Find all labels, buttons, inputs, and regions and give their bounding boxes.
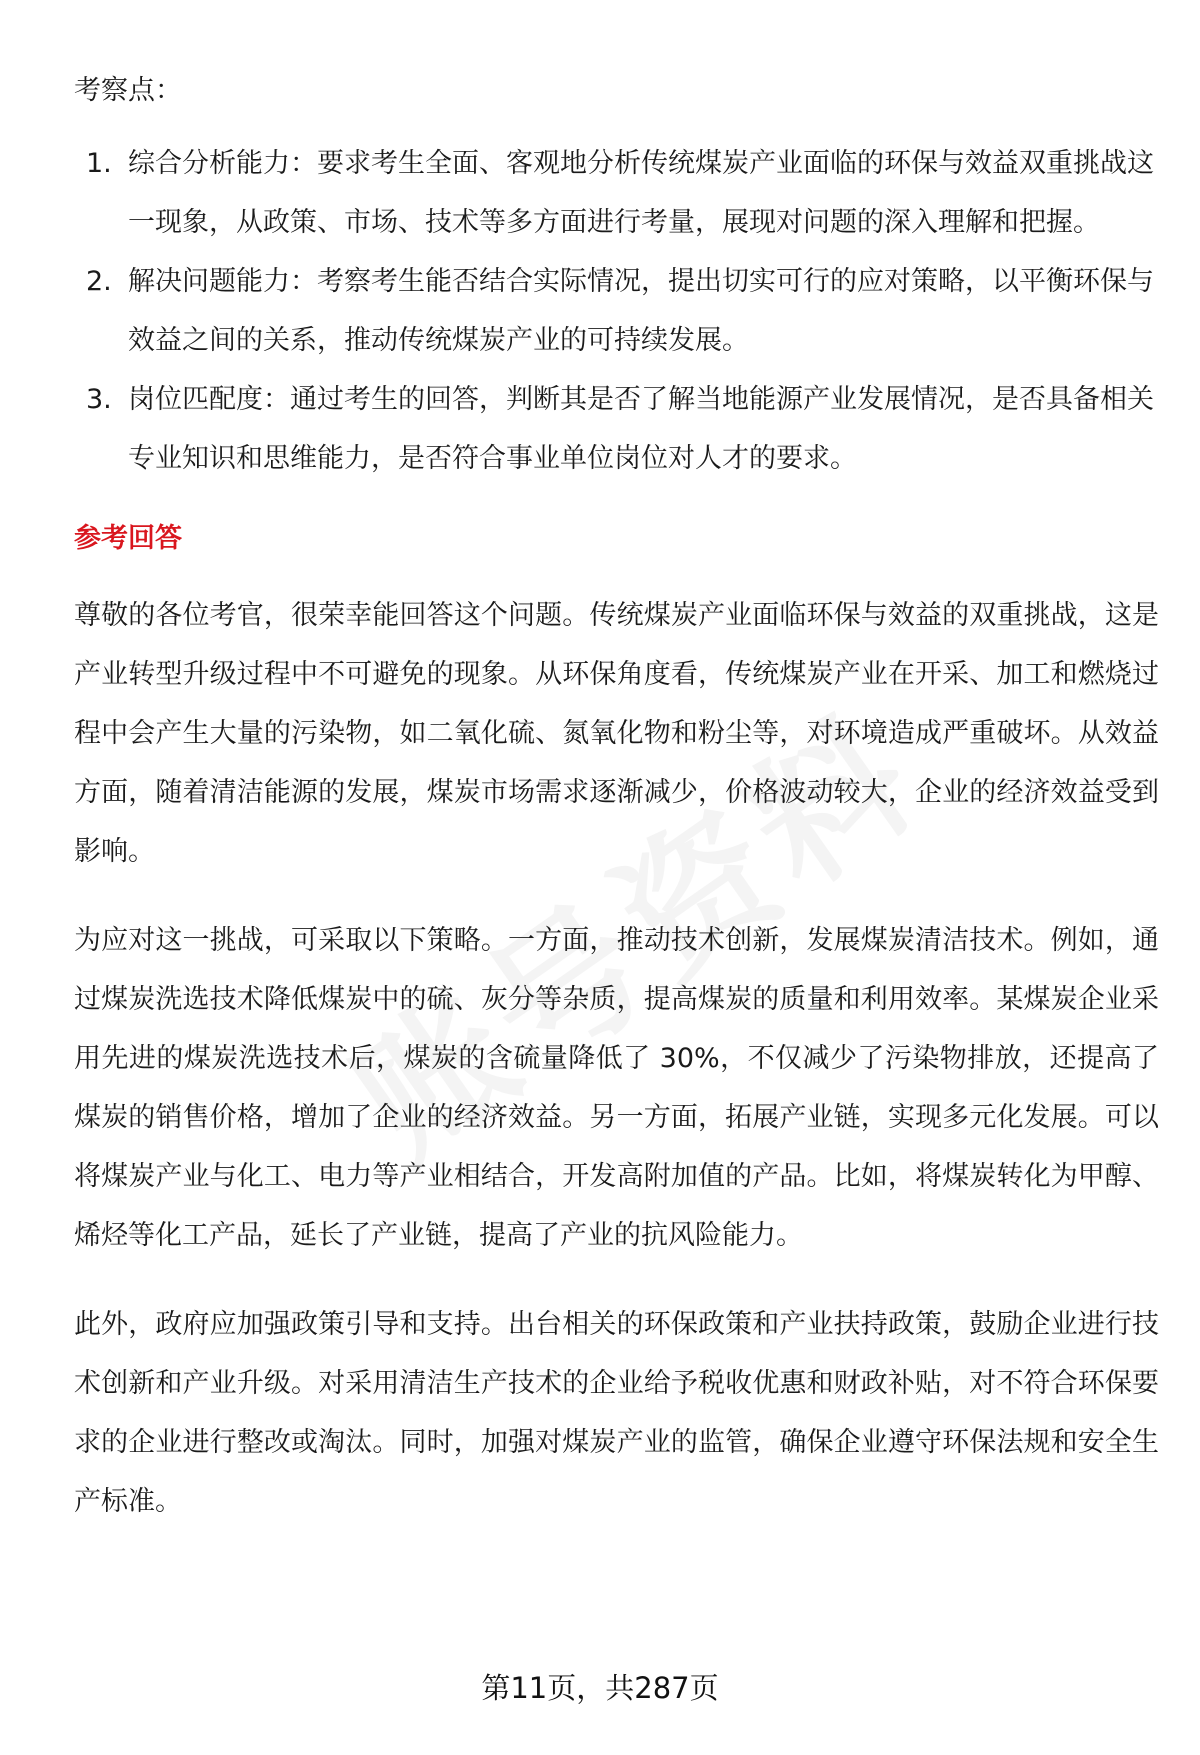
list-item-text: 解决问题能力：考察考生能否结合实际情况，提出切实可行的应对策略，以平衡环保与效益之间的关系，推动传统煤炭产业的可持续发展。 (128, 266, 1154, 356)
page-number-footer: 第11页，共287页 (481, 1671, 719, 1705)
list-item (74, 370, 1159, 488)
page-content (74, 62, 1159, 1561)
list-item (74, 134, 1159, 252)
answer-paragraph-3: 此外，政府应加强政策引导和支持。出台相关的环保政策和产业扶持政策，鼓励企业进行技术创新和产业升级。对采用清洁生产技术的企业给予税收优惠和财政补贴，对不符合环保要求的企业进行整改或淘汰。同时，加强对煤炭产业的监管，确保企业遵守环保法规和安全生产标准。 (74, 1309, 1159, 1517)
exam-points-list (74, 134, 1159, 488)
list-item-text: 综合分析能力：要求考生全面、客观地分析传统煤炭产业面临的环保与效益双重挑战这一现象，从政策、市场、技术等多方面进行考量，展现对问题的深入理解和把握。 (128, 148, 1154, 238)
list-item (74, 252, 1159, 370)
list-item-number: 2. (86, 266, 112, 297)
exam-points-label: 考察点： (74, 75, 182, 106)
answer-paragraph-1: 尊敬的各位考官，很荣幸能回答这个问题。传统煤炭产业面临环保与效益的双重挑战，这是产业转型升级过程中不可避免的现象。从环保角度看，传统煤炭产业在开采、加工和燃烧过程中会产生大量的污染物，如二氧化硫、氮氧化物和粉尘等，对环境造成严重破坏。从效益方面，随着清洁能源的发展，煤炭市场需求逐渐减少，价格波动较大，企业的经济效益受到影响。 (74, 600, 1159, 867)
list-item-text: 岗位匹配度：通过考生的回答，判断其是否了解当地能源产业发展情况，是否具备相关专业知识和思维能力，是否符合事业单位岗位对人才的要求。 (128, 384, 1154, 474)
reference-answer-heading: 参考回答 (74, 523, 182, 554)
answer-paragraph-2: 为应对这一挑战，可采取以下策略。一方面，推动技术创新，发展煤炭清洁技术。例如，通过煤炭洗选技术降低煤炭中的硫、灰分等杂质，提高煤炭的质量和利用效率。某煤炭企业采用先进的煤炭洗选技术后，煤炭的含硫量降低了 30%，不仅减少了污染物排放，还提高了煤炭的销售价格，增加了企业的经济效益。另一方面，拓展产业链，实现多元化发展。可以将煤炭产业与化工、电力等产业相结合，开发高附加值的产品。比如，将煤炭转化为甲醇、烯烃等化工产品，延长了产业链，提高了产业的抗风险能力。 (74, 925, 1159, 1251)
list-item-number: 1. (86, 148, 112, 179)
list-item-number: 3. (86, 384, 112, 415)
